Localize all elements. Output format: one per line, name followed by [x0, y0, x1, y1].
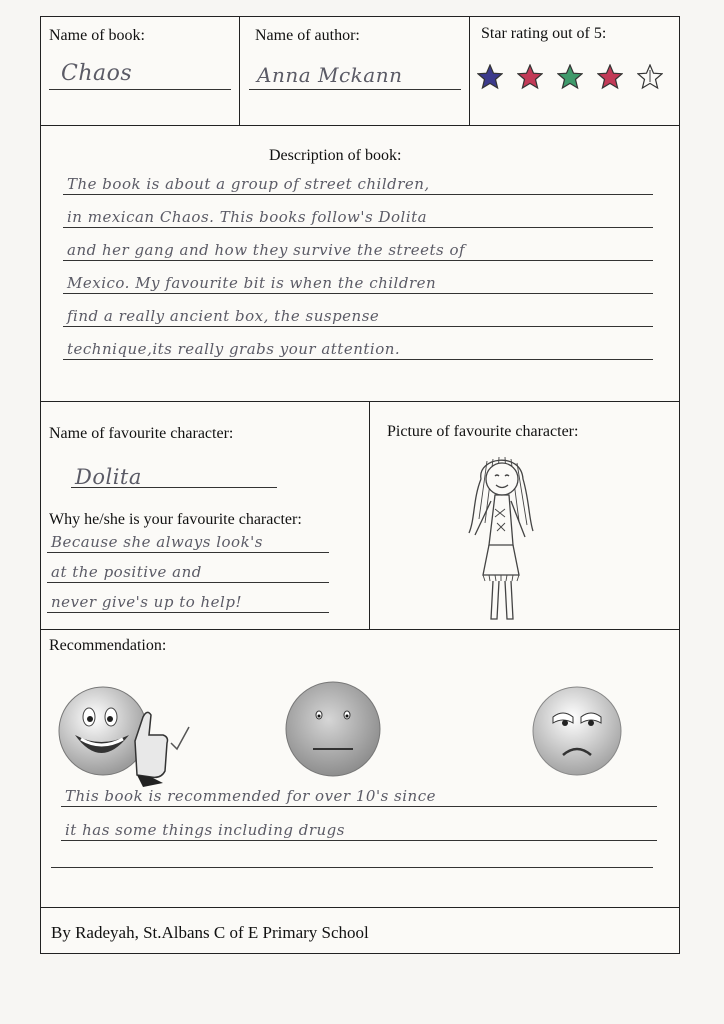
star-icon[interactable]	[637, 64, 663, 90]
answer-line	[47, 582, 329, 583]
answer-line	[49, 89, 231, 90]
neutral-face-icon[interactable]	[283, 679, 387, 783]
handwritten-line: it has some things including drugs	[65, 821, 345, 839]
handwritten-line: never give's up to help!	[51, 593, 242, 611]
star-icon[interactable]	[597, 64, 623, 90]
handwritten-line: at the positive and	[51, 563, 202, 581]
book-name-value: Chaos	[61, 61, 133, 86]
handwritten-line: and her gang and how they survive the streets of	[67, 241, 466, 259]
answer-line	[63, 194, 653, 195]
answer-line	[249, 89, 461, 90]
favourite-name-label: Name of favourite character:	[49, 425, 234, 442]
answer-line	[63, 359, 653, 360]
author-name-label: Name of author:	[255, 27, 360, 44]
divider	[41, 401, 679, 402]
divider	[369, 401, 370, 629]
divider	[469, 17, 470, 125]
star-icon[interactable]	[517, 64, 543, 90]
divider	[41, 629, 679, 630]
handwritten-line: find a really ancient box, the suspense	[67, 307, 380, 325]
footer-credit: By Radeyah, St.Albans C of E Primary School	[51, 923, 369, 942]
star-icon[interactable]	[477, 64, 503, 90]
answer-line	[71, 487, 277, 488]
answer-line	[51, 867, 653, 868]
favourite-why-label: Why he/she is your favourite character:	[49, 511, 302, 528]
sad-face-icon[interactable]	[529, 683, 625, 779]
answer-line	[63, 260, 653, 261]
book-name-label: Name of book:	[49, 27, 145, 44]
divider	[239, 17, 240, 125]
star-rating-label: Star rating out of 5:	[481, 25, 607, 42]
picture-label: Picture of favourite character:	[387, 423, 579, 440]
tick-mark-icon	[169, 725, 191, 751]
divider	[41, 907, 679, 908]
answer-line	[61, 806, 657, 807]
answer-line	[63, 326, 653, 327]
description-label: Description of book:	[269, 147, 402, 164]
divider	[41, 125, 679, 126]
handwritten-line: Because she always look's	[51, 533, 263, 551]
book-review-sheet	[40, 16, 680, 954]
answer-line	[61, 840, 657, 841]
handwritten-line: technique,its really grabs your attention.	[67, 340, 401, 358]
answer-line	[47, 552, 329, 553]
handwritten-line: in mexican Chaos. This books follow's Dolita	[67, 208, 428, 226]
handwritten-line: The book is about a group of street children,	[67, 175, 430, 193]
character-drawing	[459, 449, 543, 625]
recommendation-label: Recommendation:	[49, 637, 167, 654]
answer-line	[47, 612, 329, 613]
handwritten-line: This book is recommended for over 10's since	[65, 787, 436, 805]
answer-line	[63, 293, 653, 294]
answer-line	[63, 227, 653, 228]
author-name-value: Anna Mckann	[257, 63, 403, 87]
handwritten-line: Mexico. My favourite bit is when the children	[67, 274, 437, 292]
favourite-name-value: Dolita	[75, 465, 142, 489]
star-icon[interactable]	[557, 64, 583, 90]
